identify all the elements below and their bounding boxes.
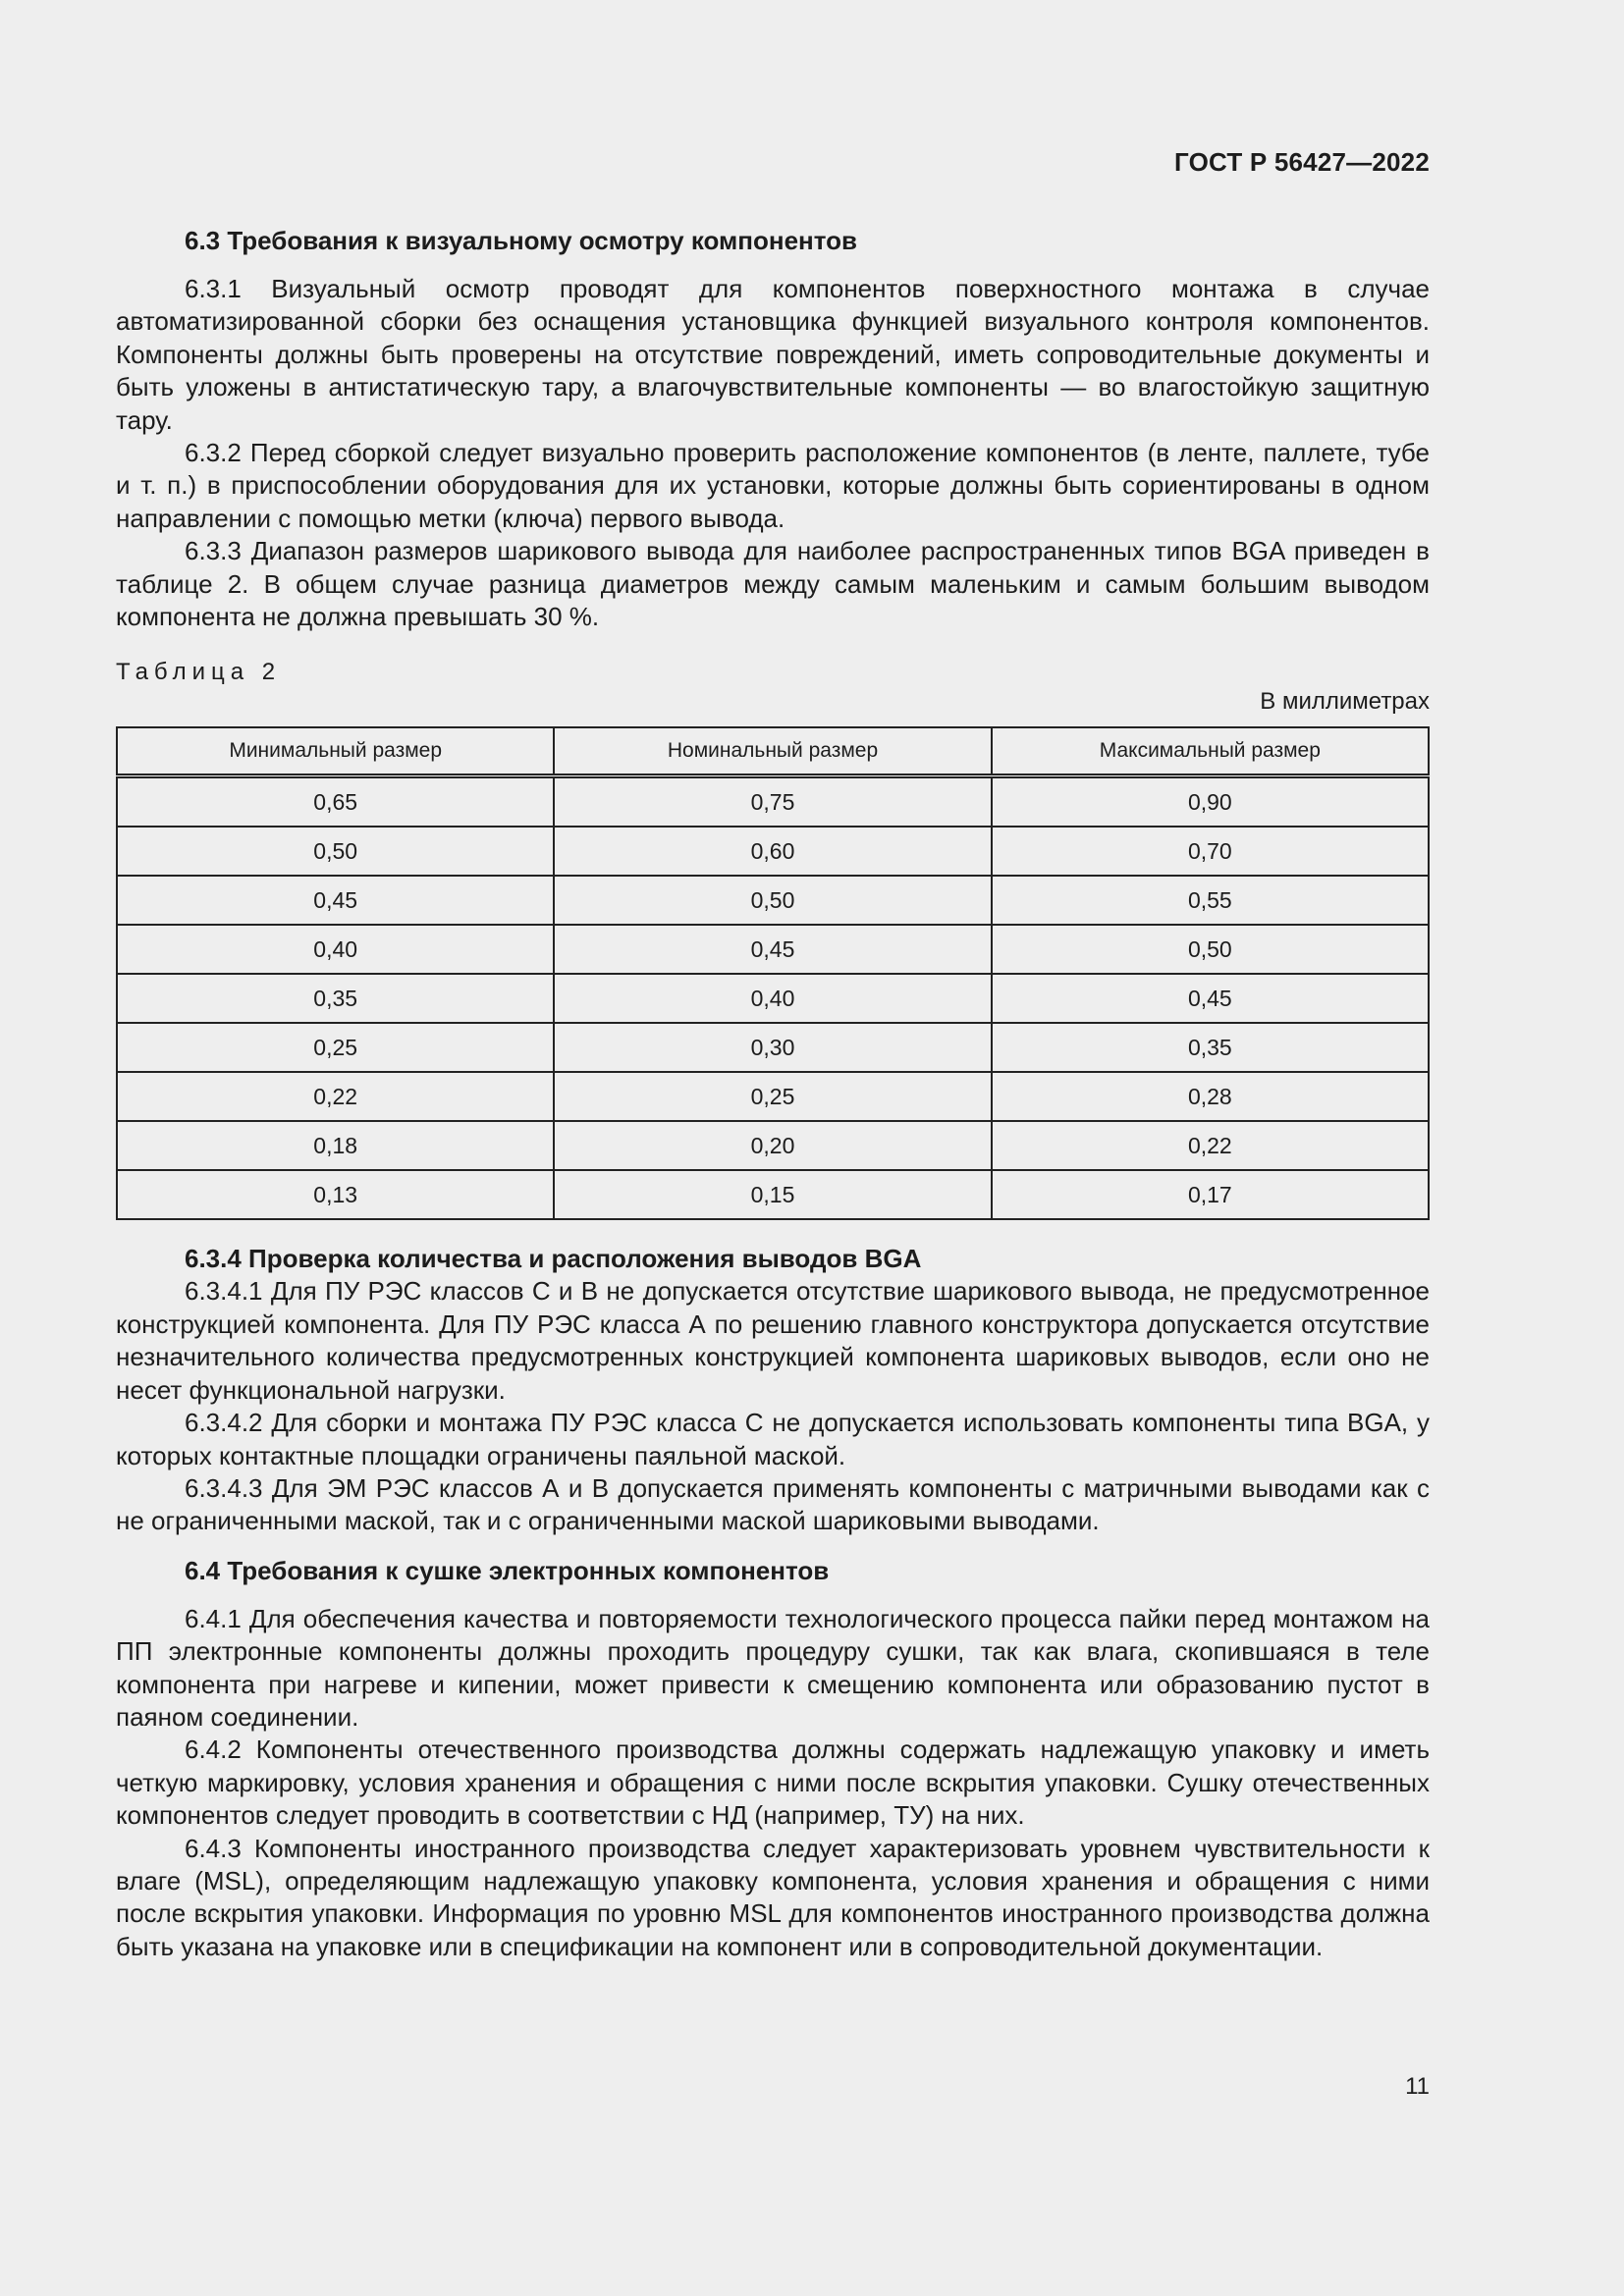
paragraph-6-4-1: 6.4.1 Для обеспечения качества и повторяемости технологического процесса пайки перед монтажом на ПП электронные компоненты должны проходить процедуру сушки, так как влага, скопившаяся в теле компонента при нагреве и кипении, может привести к смещению компонента или образованию пустот в паяном соединении. xyxy=(116,1603,1430,1732)
ball-size-table xyxy=(116,726,1430,1220)
section-6-4-title: 6.4 Требования к сушке электронных компонентов xyxy=(185,1555,830,1585)
cell-nominal: 0,50 xyxy=(554,876,991,925)
cell-nominal: 0,25 xyxy=(554,1072,991,1121)
section-6-3-title: 6.3 Требования к визуальному осмотру компонентов xyxy=(185,226,857,255)
table-row xyxy=(117,827,1429,876)
paragraph-6-3-4-1: 6.3.4.1 Для ПУ РЭС классов С и В не допускается отсутствие шарикового вывода, не предусмотренное конструкцией компонента. Для ПУ РЭС класса А по решению главного конструктора допускается отсутствие незначительного количества предусмотренных конструкцией компонента шариковых выводов, если оно не несет функциональной нагрузки. xyxy=(116,1276,1430,1405)
table-units: В миллиметрах xyxy=(1260,688,1430,716)
paragraph-6-3-4-3: 6.3.4.3 Для ЭМ РЭС классов А и В допускается применять компоненты с матричными выводами как с не ограниченными маской, так и с ограниченными маской шариковыми выводами. xyxy=(116,1472,1430,1536)
cell-max: 0,45 xyxy=(992,974,1429,1023)
cell-max: 0,50 xyxy=(992,925,1429,974)
cell-nominal: 0,20 xyxy=(554,1121,991,1170)
table-row xyxy=(117,1121,1429,1170)
paragraph-6-4-3: 6.4.3 Компоненты иностранного производства следует характеризовать уровнем чувствительности к влаге (MSL), определяющим надлежащую упаковку компонента, условия хранения и обращения с ними после вскрытия упаковки. Информация по уровню MSL для компонентов иностранного производства должна быть указана на упаковке или в спецификации на компонент или в сопроводительной документации. xyxy=(116,1833,1430,1961)
cell-min: 0,22 xyxy=(117,1072,554,1121)
cell-min: 0,45 xyxy=(117,876,554,925)
table-row xyxy=(117,974,1429,1023)
cell-max: 0,17 xyxy=(992,1170,1429,1219)
cell-max: 0,55 xyxy=(992,876,1429,925)
table-row xyxy=(117,776,1429,828)
cell-nominal: 0,45 xyxy=(554,925,991,974)
cell-max: 0,70 xyxy=(992,827,1429,876)
cell-nominal: 0,75 xyxy=(554,776,991,828)
table-row xyxy=(117,925,1429,974)
table-row xyxy=(117,1170,1429,1219)
cell-min: 0,25 xyxy=(117,1023,554,1072)
cell-nominal: 0,15 xyxy=(554,1170,991,1219)
paragraph-6-3-1: 6.3.1 Визуальный осмотр проводят для компонентов поверхностного монтажа в случае автоматизированной сборки без оснащения установщика функцией визуального контроля компонентов. Компоненты должны быть проверены на отсутствие повреждений, иметь сопроводительные документы и быть уложены в антистатическую тару, а влагочувствительные компоненты — во влагостойкую защитную тару. xyxy=(116,274,1430,435)
header-max-size: Максимальный размер xyxy=(992,727,1429,776)
cell-max: 0,90 xyxy=(992,776,1429,828)
cell-max: 0,22 xyxy=(992,1121,1429,1170)
paragraph-6-4-2: 6.4.2 Компоненты отечественного производства должны содержать надлежащую упаковку и иметь четкую маркировку, условия хранения и обращения с ними после вскрытия упаковки. Сушку отечественных компонентов следует проводить в соответствии с НД (например, ТУ) на них. xyxy=(116,1735,1430,1831)
cell-min: 0,65 xyxy=(117,776,554,828)
cell-max: 0,28 xyxy=(992,1072,1429,1121)
table-caption: Таблица 2 xyxy=(116,659,282,686)
cell-min: 0,18 xyxy=(117,1121,554,1170)
table-row xyxy=(117,876,1429,925)
paragraph-6-3-4-2: 6.3.4.2 Для сборки и монтажа ПУ РЭС класса С не допускается использовать компоненты типа BGA, у которых контактные площадки ограничены паяльной маской. xyxy=(116,1408,1430,1470)
table-header-row xyxy=(117,727,1429,776)
cell-min: 0,40 xyxy=(117,925,554,974)
cell-nominal: 0,60 xyxy=(554,827,991,876)
document-id: ГОСТ Р 56427—2022 xyxy=(1174,147,1430,177)
paragraph-6-3-3: 6.3.3 Диапазон размеров шарикового вывода для наиболее распространенных типов BGA приведен в таблице 2. В общем случае разница диаметров между самым маленьким и самым большим выводом компонента не должна превышать 30 %. xyxy=(116,536,1430,632)
cell-min: 0,13 xyxy=(117,1170,554,1219)
header-min-size: Минимальный размер xyxy=(117,727,554,776)
page-number: 11 xyxy=(1405,2073,1430,2100)
cell-min: 0,35 xyxy=(117,974,554,1023)
paragraph-6-3-2: 6.3.2 Перед сборкой следует визуально проверить расположение компонентов (в ленте, паллете, тубе и т. п.) в приспособлении оборудования для их установки, которые должны быть сориентированы в одном направлении с помощью метки (ключа) первого вывода. xyxy=(116,438,1430,533)
page-content xyxy=(116,224,1430,1963)
cell-nominal: 0,30 xyxy=(554,1023,991,1072)
table-row xyxy=(117,1023,1429,1072)
cell-max: 0,35 xyxy=(992,1023,1429,1072)
cell-nominal: 0,40 xyxy=(554,974,991,1023)
table-row xyxy=(117,1072,1429,1121)
section-6-3-4-title: 6.3.4 Проверка количества и расположения выводов BGA xyxy=(185,1244,922,1274)
header-nominal-size: Номинальный размер xyxy=(554,727,991,776)
cell-min: 0,50 xyxy=(117,827,554,876)
